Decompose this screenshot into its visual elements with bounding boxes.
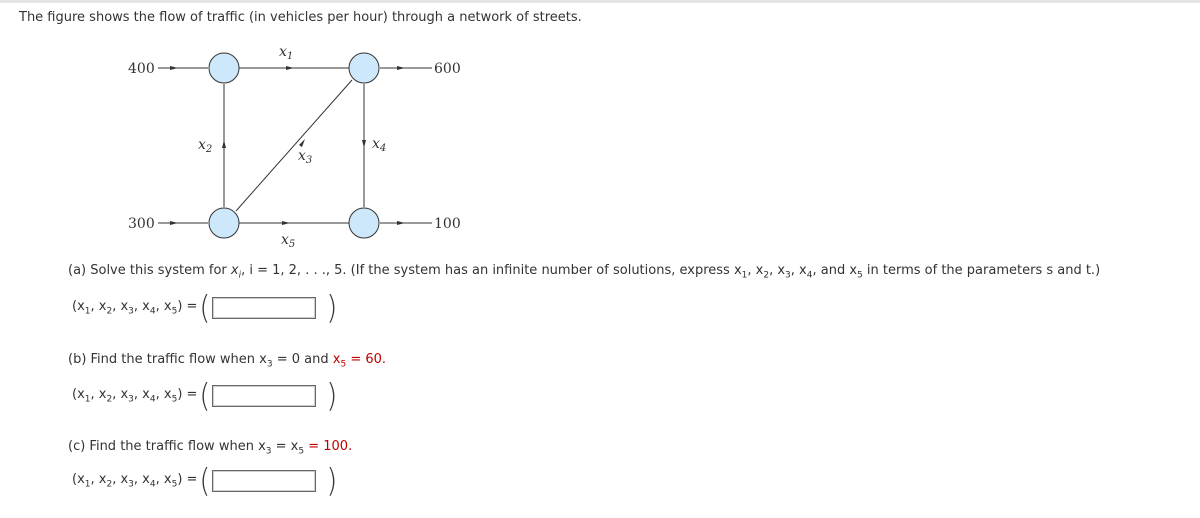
open-paren: (	[199, 461, 211, 500]
question-intro: The figure shows the flow of traffic (in vehicles per hour) through a network of streets.	[19, 10, 582, 25]
part-b-prompt: (b) Find the traffic flow when $x_3 = 0$ and $x_5 = 60$.	[68, 352, 387, 370]
street-x2-arrow	[222, 140, 226, 148]
part-a-answer-row	[72, 288, 338, 327]
outflow-top-right-arrow	[397, 66, 405, 70]
answer-tuple-label: ($x_1$, $x_2$, $x_3$, $x_4$, $x_5$) =	[72, 299, 198, 317]
label-x2: $x_2$	[198, 137, 213, 155]
part-a-answer-input[interactable]	[212, 297, 316, 319]
open-paren: (	[199, 376, 211, 415]
inflow-bottom-left-arrow	[170, 221, 178, 225]
street-x5-arrow	[282, 221, 290, 225]
street-x3-line	[236, 80, 352, 211]
close-paren: )	[326, 461, 338, 500]
answer-tuple-label: ($x_1$, $x_2$, $x_3$, $x_4$, $x_5$) =	[72, 472, 198, 490]
part-c-prompt: (c) Find the traffic flow when $x_3 = x_5 = 100$.	[68, 439, 353, 457]
label-400: 400	[128, 61, 155, 77]
label-300: 300	[128, 216, 155, 232]
street-x3-arrow	[299, 139, 305, 147]
outflow-bottom-right-arrow	[397, 221, 405, 225]
node-top-left	[209, 53, 239, 83]
part-a-prompt: (a) Solve this system for $x_i$, i = 1, 2, . . ., 5. (If the system has an infinite number of solutions, express $x_1$, $x_2$, $x_3$, $x_4$, and $x_5$ in terms of the parameters s and t.)	[68, 263, 1101, 281]
node-top-right	[349, 53, 379, 83]
label-x3: $x_3$	[298, 148, 313, 166]
label-100: 100	[434, 216, 461, 232]
label-x5: $x_5$	[281, 232, 296, 250]
street-x4-arrow	[362, 140, 366, 148]
answer-tuple-label: ($x_1$, $x_2$, $x_3$, $x_4$, $x_5$) =	[72, 387, 198, 405]
node-bottom-left	[209, 208, 239, 238]
node-bottom-right	[349, 208, 379, 238]
label-600: 600	[434, 61, 461, 77]
inflow-top-left-arrow	[170, 66, 178, 70]
label-x4: $x_4$	[372, 136, 387, 154]
part-b-answer-row	[72, 376, 338, 415]
label-x1: $x_1$	[279, 44, 294, 62]
close-paren: )	[326, 288, 338, 327]
street-x1-arrow	[286, 66, 294, 70]
part-c-answer-input[interactable]	[212, 470, 316, 492]
open-paren: (	[199, 288, 211, 327]
close-paren: )	[326, 376, 338, 415]
part-c-answer-row	[72, 461, 338, 500]
part-b-answer-input[interactable]	[212, 385, 316, 407]
